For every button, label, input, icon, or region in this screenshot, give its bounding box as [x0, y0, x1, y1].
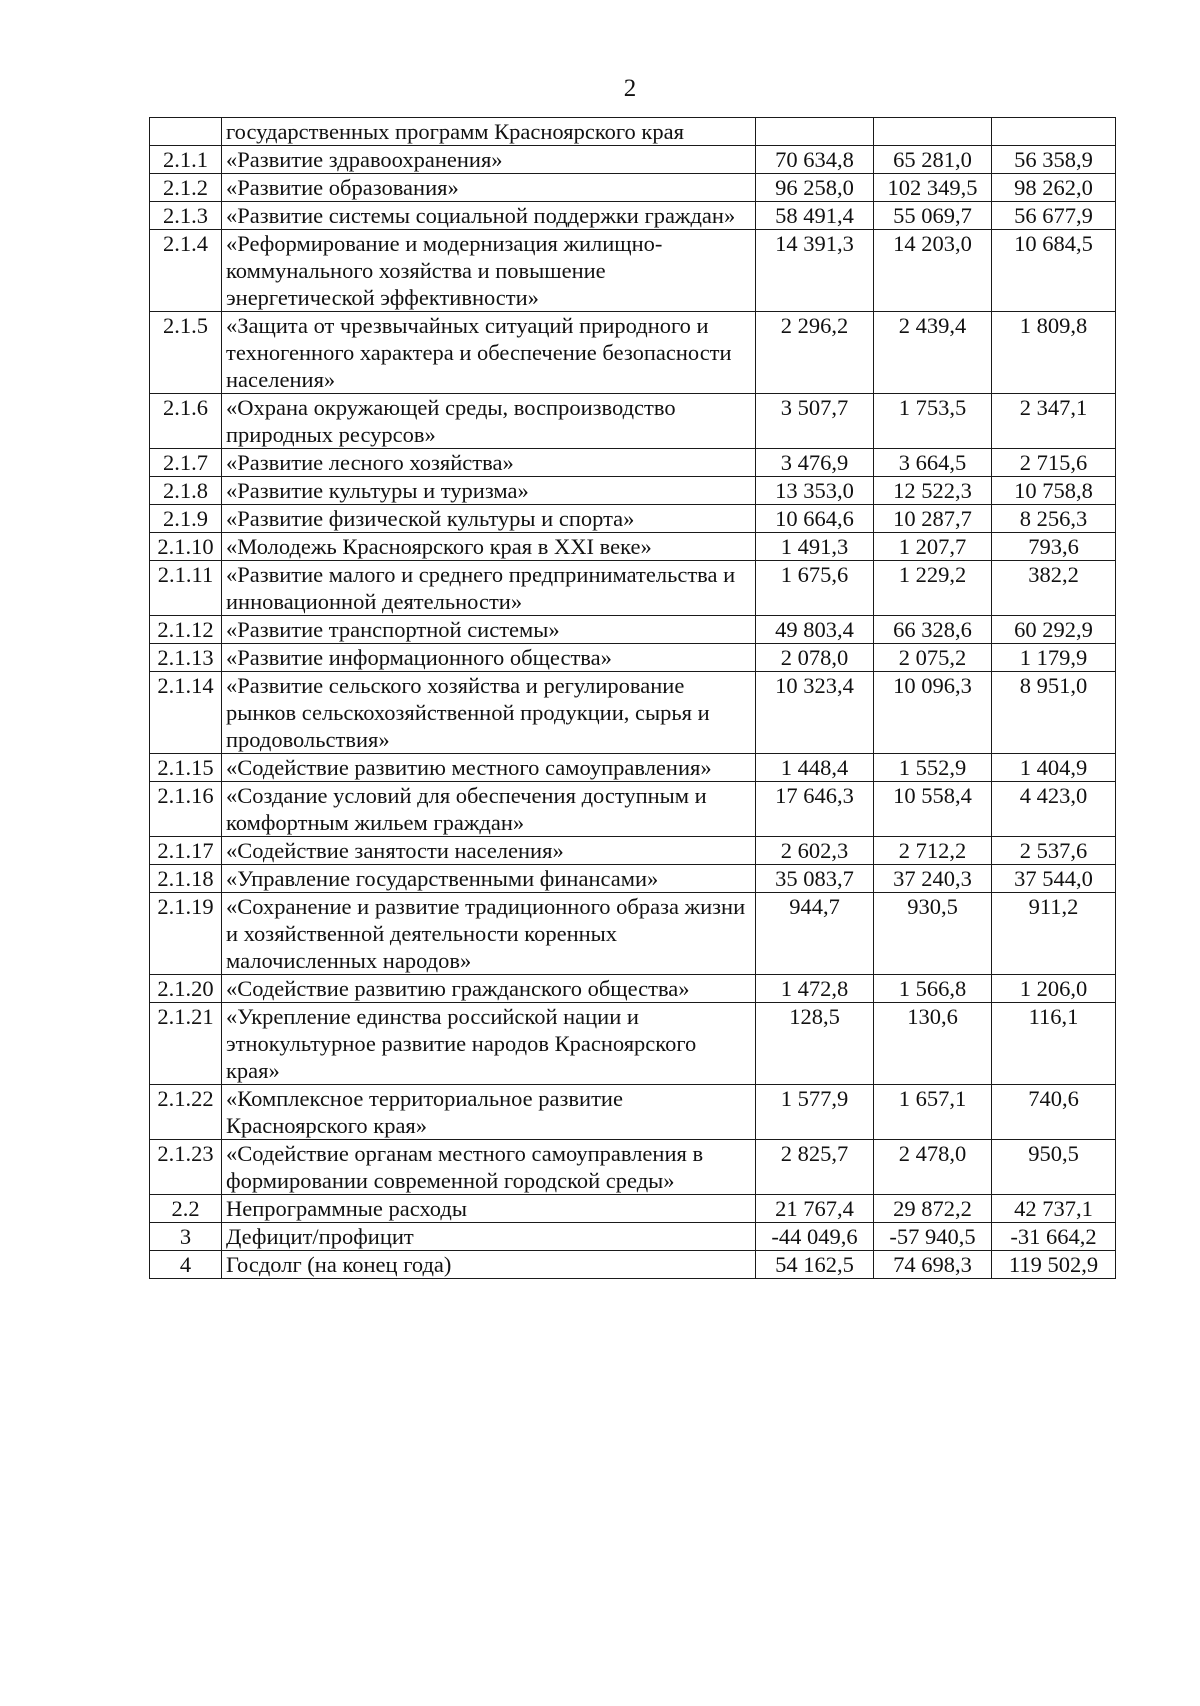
value-col-2 — [874, 118, 992, 146]
value-col-3: 8 951,0 — [992, 672, 1116, 754]
value-col-3: -31 664,2 — [992, 1223, 1116, 1251]
value-col-2: 930,5 — [874, 893, 992, 975]
budget-table-body — [150, 118, 1116, 1279]
table-row — [150, 616, 1116, 644]
value-col-1: 49 803,4 — [756, 616, 874, 644]
value-col-3: 98 262,0 — [992, 174, 1116, 202]
value-col-3: 56 677,9 — [992, 202, 1116, 230]
row-number: 2.1.5 — [150, 312, 222, 394]
row-number: 2.1.11 — [150, 561, 222, 616]
value-col-3: 1 809,8 — [992, 312, 1116, 394]
value-col-3: 4 423,0 — [992, 782, 1116, 837]
value-col-2: 130,6 — [874, 1003, 992, 1085]
program-name: «Молодежь Красноярского края в XXI веке» — [222, 533, 756, 561]
program-name: государственных программ Красноярского края — [222, 118, 756, 146]
value-col-2: 3 664,5 — [874, 449, 992, 477]
value-col-2: 102 349,5 — [874, 174, 992, 202]
table-row — [150, 533, 1116, 561]
value-col-2: 1 207,7 — [874, 533, 992, 561]
value-col-2: 1 229,2 — [874, 561, 992, 616]
value-col-3: 42 737,1 — [992, 1195, 1116, 1223]
value-col-1: 1 577,9 — [756, 1085, 874, 1140]
program-name: «Создание условий для обеспечения доступным и комфортным жильем граждан» — [222, 782, 756, 837]
program-name: Госдолг (на конец года) — [222, 1251, 756, 1279]
row-number: 3 — [150, 1223, 222, 1251]
table-row — [150, 754, 1116, 782]
value-col-1: 2 825,7 — [756, 1140, 874, 1195]
value-col-2: 1 552,9 — [874, 754, 992, 782]
program-name: «Содействие развитию местного самоуправления» — [222, 754, 756, 782]
value-col-2: 29 872,2 — [874, 1195, 992, 1223]
value-col-3: 1 404,9 — [992, 754, 1116, 782]
value-col-2: 37 240,3 — [874, 865, 992, 893]
row-number: 2.1.14 — [150, 672, 222, 754]
table-row — [150, 644, 1116, 672]
value-col-1: 70 634,8 — [756, 146, 874, 174]
value-col-1: 1 675,6 — [756, 561, 874, 616]
value-col-1: 96 258,0 — [756, 174, 874, 202]
program-name: «Развитие малого и среднего предпринимательства и инновационной деятельности» — [222, 561, 756, 616]
row-number: 2.1.22 — [150, 1085, 222, 1140]
program-name: «Содействие занятости населения» — [222, 837, 756, 865]
value-col-2: 74 698,3 — [874, 1251, 992, 1279]
row-number: 2.1.6 — [150, 394, 222, 449]
value-col-3: 60 292,9 — [992, 616, 1116, 644]
value-col-2: 65 281,0 — [874, 146, 992, 174]
row-number: 2.1.21 — [150, 1003, 222, 1085]
value-col-1: 14 391,3 — [756, 230, 874, 312]
value-col-2: 12 522,3 — [874, 477, 992, 505]
value-col-3: 37 544,0 — [992, 865, 1116, 893]
value-col-2: 10 096,3 — [874, 672, 992, 754]
value-col-2: -57 940,5 — [874, 1223, 992, 1251]
value-col-1: 17 646,3 — [756, 782, 874, 837]
value-col-2: 1 657,1 — [874, 1085, 992, 1140]
value-col-2: 1 566,8 — [874, 975, 992, 1003]
value-col-1: 3 507,7 — [756, 394, 874, 449]
program-name: «Развитие физической культуры и спорта» — [222, 505, 756, 533]
row-number: 2.2 — [150, 1195, 222, 1223]
program-name: «Укрепление единства российской нации и этнокультурное развитие народов Красноярского края» — [222, 1003, 756, 1085]
value-col-1: 54 162,5 — [756, 1251, 874, 1279]
value-col-3 — [992, 118, 1116, 146]
row-number: 2.1.23 — [150, 1140, 222, 1195]
program-name: «Развитие транспортной системы» — [222, 616, 756, 644]
value-col-3: 382,2 — [992, 561, 1116, 616]
table-row — [150, 893, 1116, 975]
value-col-2: 66 328,6 — [874, 616, 992, 644]
program-name: «Защита от чрезвычайных ситуаций природного и техногенного характера и обеспечение безопасности населения» — [222, 312, 756, 394]
row-number: 2.1.20 — [150, 975, 222, 1003]
value-col-3: 56 358,9 — [992, 146, 1116, 174]
value-col-1: 2 078,0 — [756, 644, 874, 672]
value-col-3: 2 537,6 — [992, 837, 1116, 865]
value-col-3: 10 684,5 — [992, 230, 1116, 312]
program-name: «Развитие здравоохранения» — [222, 146, 756, 174]
row-number: 2.1.12 — [150, 616, 222, 644]
program-name: «Комплексное территориальное развитие Красноярского края» — [222, 1085, 756, 1140]
value-col-2: 2 439,4 — [874, 312, 992, 394]
value-col-3: 1 206,0 — [992, 975, 1116, 1003]
budget-table — [149, 117, 1116, 1279]
table-row — [150, 1085, 1116, 1140]
program-name: «Содействие развитию гражданского общества» — [222, 975, 756, 1003]
value-col-1: 1 448,4 — [756, 754, 874, 782]
value-col-1: 10 323,4 — [756, 672, 874, 754]
value-col-1: 21 767,4 — [756, 1195, 874, 1223]
table-row — [150, 230, 1116, 312]
value-col-3: 1 179,9 — [992, 644, 1116, 672]
value-col-2: 10 558,4 — [874, 782, 992, 837]
table-row — [150, 202, 1116, 230]
program-name: «Содействие органам местного самоуправления в формировании современной городской среды» — [222, 1140, 756, 1195]
value-col-3: 119 502,9 — [992, 1251, 1116, 1279]
row-number: 2.1.1 — [150, 146, 222, 174]
table-row — [150, 505, 1116, 533]
program-name: Дефицит/профицит — [222, 1223, 756, 1251]
value-col-1: 1 491,3 — [756, 533, 874, 561]
row-number: 2.1.15 — [150, 754, 222, 782]
value-col-1: 10 664,6 — [756, 505, 874, 533]
table-row — [150, 174, 1116, 202]
value-col-1: 2 602,3 — [756, 837, 874, 865]
program-name: «Развитие культуры и туризма» — [222, 477, 756, 505]
row-number: 2.1.13 — [150, 644, 222, 672]
table-row — [150, 1195, 1116, 1223]
page-number: 2 — [623, 75, 637, 102]
program-name: «Управление государственными финансами» — [222, 865, 756, 893]
value-col-2: 2 075,2 — [874, 644, 992, 672]
value-col-3: 2 715,6 — [992, 449, 1116, 477]
program-name: «Развитие сельского хозяйства и регулирование рынков сельскохозяйственной продукции, сырья и продовольствия» — [222, 672, 756, 754]
table-row — [150, 865, 1116, 893]
program-name: «Реформирование и модернизация жилищно-коммунального хозяйства и повышение энергетической эффективности» — [222, 230, 756, 312]
table-row — [150, 1003, 1116, 1085]
value-col-3: 116,1 — [992, 1003, 1116, 1085]
value-col-2: 1 753,5 — [874, 394, 992, 449]
program-name: «Развитие информационного общества» — [222, 644, 756, 672]
value-col-1: 35 083,7 — [756, 865, 874, 893]
value-col-3: 2 347,1 — [992, 394, 1116, 449]
table-row — [150, 394, 1116, 449]
row-number: 2.1.2 — [150, 174, 222, 202]
program-name: «Развитие образования» — [222, 174, 756, 202]
value-col-3: 740,6 — [992, 1085, 1116, 1140]
table-row — [150, 1251, 1116, 1279]
value-col-1: 2 296,2 — [756, 312, 874, 394]
value-col-1: 13 353,0 — [756, 477, 874, 505]
row-number: 2.1.19 — [150, 893, 222, 975]
program-name: Непрограммные расходы — [222, 1195, 756, 1223]
table-row — [150, 312, 1116, 394]
value-col-3: 8 256,3 — [992, 505, 1116, 533]
value-col-2: 14 203,0 — [874, 230, 992, 312]
row-number: 2.1.10 — [150, 533, 222, 561]
value-col-1: 1 472,8 — [756, 975, 874, 1003]
value-col-1: 58 491,4 — [756, 202, 874, 230]
row-number: 2.1.18 — [150, 865, 222, 893]
program-name: «Развитие лесного хозяйства» — [222, 449, 756, 477]
value-col-1: -44 049,6 — [756, 1223, 874, 1251]
row-number: 2.1.17 — [150, 837, 222, 865]
value-col-3: 950,5 — [992, 1140, 1116, 1195]
row-number: 2.1.16 — [150, 782, 222, 837]
value-col-1: 128,5 — [756, 1003, 874, 1085]
value-col-3: 911,2 — [992, 893, 1116, 975]
value-col-2: 2 712,2 — [874, 837, 992, 865]
row-number: 2.1.3 — [150, 202, 222, 230]
row-number: 2.1.8 — [150, 477, 222, 505]
table-row — [150, 782, 1116, 837]
row-number: 2.1.9 — [150, 505, 222, 533]
table-row — [150, 449, 1116, 477]
table-row — [150, 672, 1116, 754]
value-col-3: 10 758,8 — [992, 477, 1116, 505]
table-row — [150, 477, 1116, 505]
table-row — [150, 975, 1116, 1003]
table-row — [150, 1223, 1116, 1251]
row-number: 2.1.7 — [150, 449, 222, 477]
table-row — [150, 118, 1116, 146]
value-col-3: 793,6 — [992, 533, 1116, 561]
value-col-2: 2 478,0 — [874, 1140, 992, 1195]
program-name: «Охрана окружающей среды, воспроизводство природных ресурсов» — [222, 394, 756, 449]
value-col-1 — [756, 118, 874, 146]
program-name: «Развитие системы социальной поддержки граждан» — [222, 202, 756, 230]
table-row — [150, 837, 1116, 865]
program-name: «Сохранение и развитие традиционного образа жизни и хозяйственной деятельности коренных малочисленных народов» — [222, 893, 756, 975]
value-col-1: 944,7 — [756, 893, 874, 975]
table-row — [150, 146, 1116, 174]
table-row — [150, 561, 1116, 616]
row-number — [150, 118, 222, 146]
row-number: 2.1.4 — [150, 230, 222, 312]
row-number: 4 — [150, 1251, 222, 1279]
table-row — [150, 1140, 1116, 1195]
value-col-2: 55 069,7 — [874, 202, 992, 230]
value-col-1: 3 476,9 — [756, 449, 874, 477]
value-col-2: 10 287,7 — [874, 505, 992, 533]
